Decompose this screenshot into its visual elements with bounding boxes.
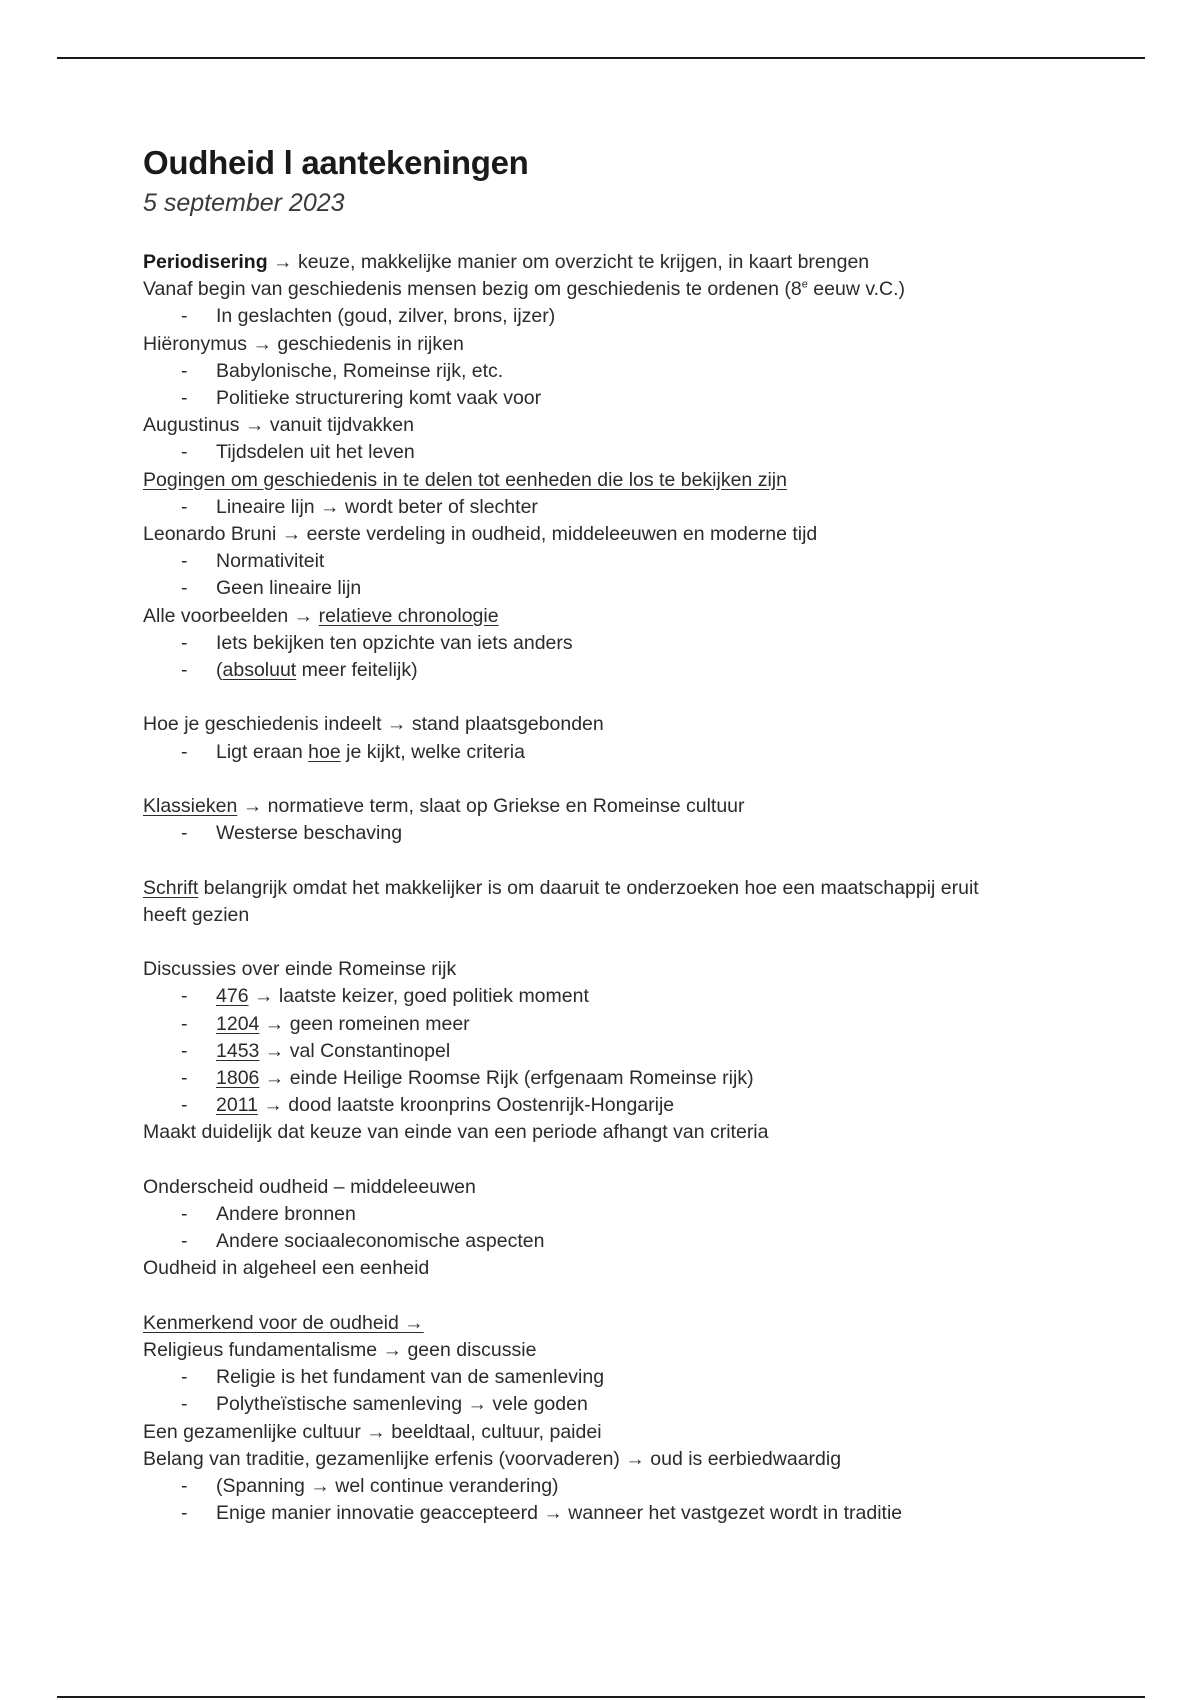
list-item: - Geen lineaire lijn xyxy=(143,575,1103,602)
list-item: - 1453 → val Constantinopel xyxy=(143,1038,1103,1065)
spacer xyxy=(143,766,1103,793)
document-page xyxy=(143,143,1103,1527)
list-item: - Westerse beschaving xyxy=(143,820,1103,847)
note-gezamenlijke: Een gezamenlijke cultuur → beeldtaal, cultuur, paidei xyxy=(143,1420,602,1443)
note-hieronymus: Hiëronymus → geschiedenis in rijken xyxy=(143,332,464,355)
top-rule xyxy=(57,57,1145,59)
note-periodisering: Periodisering → keuze, makkelijke manier om overzicht te krijgen, in kaart brengen xyxy=(143,251,870,273)
document-date: 5 september 2023 xyxy=(143,189,345,217)
note-belang-traditie: Belang van traditie, gezamenlijke erfenis (voorvaderen) → oud is eerbiedwaardig xyxy=(143,1447,842,1470)
list-item: - Politieke structurering komt vaak voor xyxy=(143,385,1103,412)
list-item: - Andere sociaaleconomische aspecten xyxy=(143,1228,1103,1255)
note-hoe-je: Hoe je geschiedenis indeelt → stand plaatsgebonden xyxy=(143,713,604,736)
list-item: - 1204 → geen romeinen meer xyxy=(143,1011,1103,1038)
note-maakt-duidelijk: Maakt duidelijk dat keuze van einde van een periode afhangt van criteria xyxy=(143,1121,769,1144)
bottom-rule xyxy=(57,1696,1145,1698)
note-schrift: Schrift belangrijk omdat het makkelijker is om daaruit te onderzoeken hoe een maatschappij eruit heeft gezien xyxy=(143,876,979,926)
list-item: - Lineaire lijn → wordt beter of slechter xyxy=(143,494,1103,521)
list-item: - (Spanning → wel continue verandering) xyxy=(143,1473,1103,1500)
spacer xyxy=(143,929,1103,956)
note-onderscheid: Onderscheid oudheid – middeleeuwen xyxy=(143,1175,476,1198)
list-item: - Enige manier innovatie geaccepteerd → wanneer het vastgezet wordt in traditie xyxy=(143,1500,1103,1527)
list-item: - Andere bronnen xyxy=(143,1201,1103,1228)
note-oudheid-eenheid: Oudheid in algeheel een eenheid xyxy=(143,1257,430,1280)
list-item: - 1806 → einde Heilige Roomse Rijk (erfgenaam Romeinse rijk) xyxy=(143,1065,1103,1092)
list-item: - Iets bekijken ten opzichte van iets anders xyxy=(143,630,1103,657)
spacer xyxy=(143,1283,1103,1310)
note-pogingen: Pogingen om geschiedenis in te delen tot eenheden die los te bekijken zijn xyxy=(143,468,787,491)
note-alle-voorbeelden: Alle voorbeelden → relatieve chronologie xyxy=(143,604,499,627)
list-item: - Polytheïstische samenleving → vele goden xyxy=(143,1391,1103,1418)
list-item: - Normativiteit xyxy=(143,548,1103,575)
spacer xyxy=(143,684,1103,711)
list-item: - Ligt eraan hoe je kijkt, welke criteria xyxy=(143,739,1103,766)
note-religieus: Religieus fundamentalisme → geen discussie xyxy=(143,1339,537,1362)
spacer xyxy=(143,847,1103,874)
note-bruni: Leonardo Bruni → eerste verdeling in oudheid, middeleeuwen en moderne tijd xyxy=(143,523,818,546)
list-item: - 2011 → dood laatste kroonprins Oostenrijk-Hongarije xyxy=(143,1092,1103,1119)
list-item: - (absoluut meer feitelijk) xyxy=(143,657,1103,684)
notes-body xyxy=(143,249,1103,1527)
note-discussies: Discussies over einde Romeinse rijk xyxy=(143,958,457,981)
document-title: Oudheid l aantekeningen xyxy=(143,144,529,181)
note-kenmerkend: Kenmerkend voor de oudheid → xyxy=(143,1311,424,1334)
list-item: - 476 → laatste keizer, goed politiek moment xyxy=(143,983,1103,1010)
list-item: - Babylonische, Romeinse rijk, etc. xyxy=(143,358,1103,385)
note-augustinus: Augustinus → vanuit tijdvakken xyxy=(143,414,414,437)
spacer xyxy=(143,1147,1103,1174)
note-vanaf-begin: Vanaf begin van geschiedenis mensen bezig om geschiedenis te ordenen (8e eeuw v.C.) xyxy=(143,278,906,301)
note-klassieken: Klassieken → normatieve term, slaat op Griekse en Romeinse cultuur xyxy=(143,795,745,818)
list-item: - Tijdsdelen uit het leven xyxy=(143,439,1103,466)
list-item: - Religie is het fundament van de samenleving xyxy=(143,1364,1103,1391)
list-item: - In geslachten (goud, zilver, brons, ijzer) xyxy=(143,303,1103,330)
